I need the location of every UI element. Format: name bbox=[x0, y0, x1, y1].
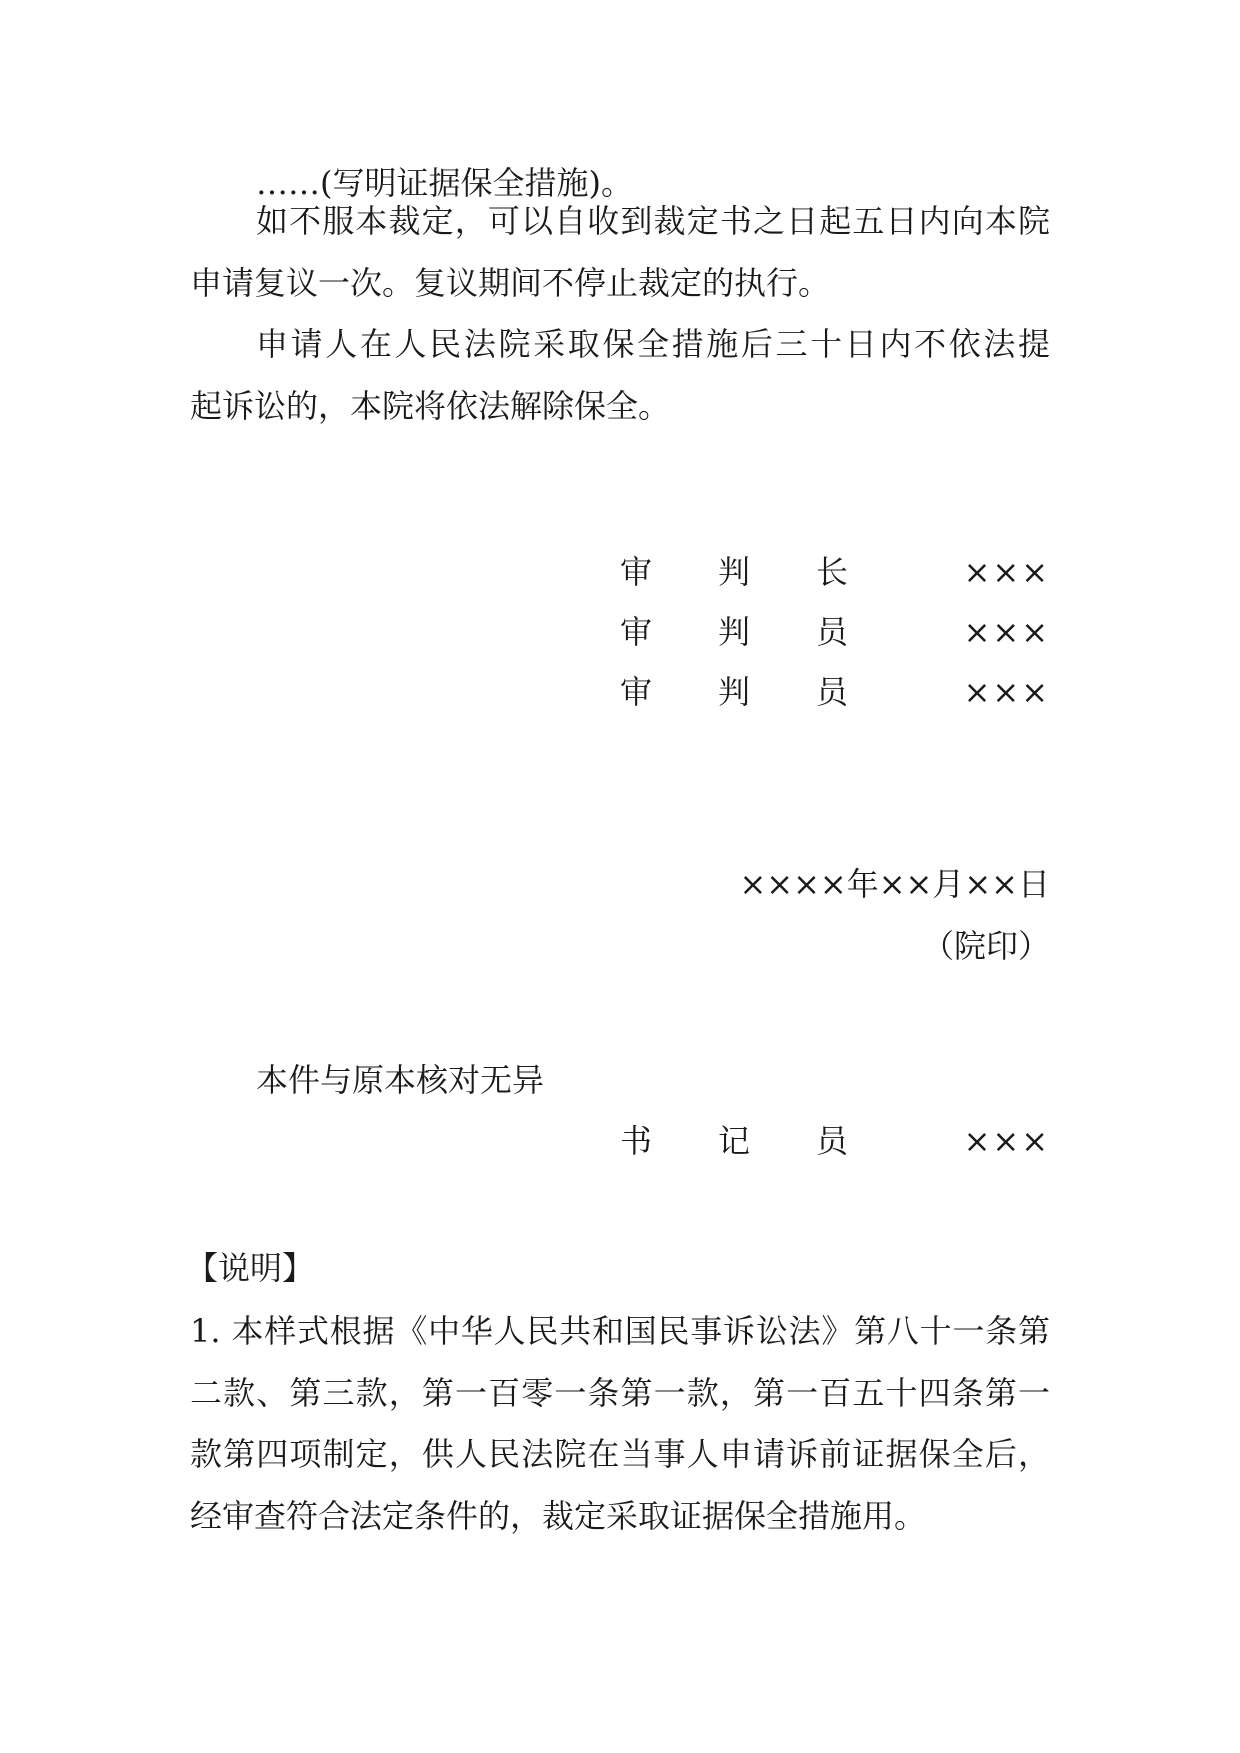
notes-heading: 【说明】 bbox=[186, 1249, 315, 1287]
paragraph-appeal-line-2: 申请复议一次。复议期间不停止裁定的执行。 bbox=[190, 264, 831, 302]
signature-role-presiding-judge bbox=[620, 552, 848, 592]
notes-item-1-line-2: 二款、第三款，第一百零一条第一款，第一百五十四条第一 bbox=[190, 1374, 1050, 1412]
paragraph-evidence-measures: ……(写明证据保全措施)。 bbox=[256, 164, 633, 202]
notes-item-1-line-3: 款第四项制定，供人民法院在当事人申请诉前证据保全后， bbox=[190, 1435, 1050, 1473]
signature-role-char: 审 bbox=[620, 613, 653, 651]
paragraph-release-line-1: 申请人在人民法院采取保全措施后三十日内不依法提 bbox=[256, 325, 1050, 363]
signature-role-char: 记 bbox=[717, 1122, 750, 1160]
signature-role-char: 判 bbox=[717, 673, 750, 711]
signature-role-char: 判 bbox=[717, 613, 750, 651]
court-seal-note: （院印） bbox=[921, 927, 1050, 965]
signature-role-char: 审 bbox=[620, 553, 653, 591]
ruling-date: ××××年××月××日 bbox=[739, 865, 1050, 903]
signature-role-char: 审 bbox=[620, 673, 653, 711]
signature-role-clerk bbox=[620, 1121, 848, 1161]
signature-name-clerk: ××× bbox=[963, 1122, 1050, 1160]
copy-verification-note: 本件与原本核对无异 bbox=[256, 1061, 545, 1099]
signature-role-char: 员 bbox=[815, 673, 848, 711]
notes-item-1-line-1: 1. 本样式根据《中华人民共和国民事诉讼法》第八十一条第 bbox=[190, 1312, 1050, 1350]
signature-role-char: 员 bbox=[815, 613, 848, 651]
signature-role-judge-1 bbox=[620, 612, 848, 652]
signature-name-judge-1: ××× bbox=[963, 613, 1050, 651]
signature-role-char: 判 bbox=[717, 553, 750, 591]
signature-role-char: 员 bbox=[815, 1122, 848, 1160]
signature-role-char: 长 bbox=[815, 553, 848, 591]
paragraph-release-line-2: 起诉讼的，本院将依法解除保全。 bbox=[190, 387, 671, 425]
signature-role-judge-2 bbox=[620, 672, 848, 712]
paragraph-appeal-line-1: 如不服本裁定，可以自收到裁定书之日起五日内向本院 bbox=[256, 202, 1050, 240]
signature-role-char: 书 bbox=[620, 1122, 653, 1160]
notes-item-1-line-4: 经审查符合法定条件的，裁定采取证据保全措施用。 bbox=[190, 1497, 927, 1535]
signature-name-judge-2: ××× bbox=[963, 673, 1050, 711]
signature-name-presiding-judge: ××× bbox=[963, 553, 1050, 591]
